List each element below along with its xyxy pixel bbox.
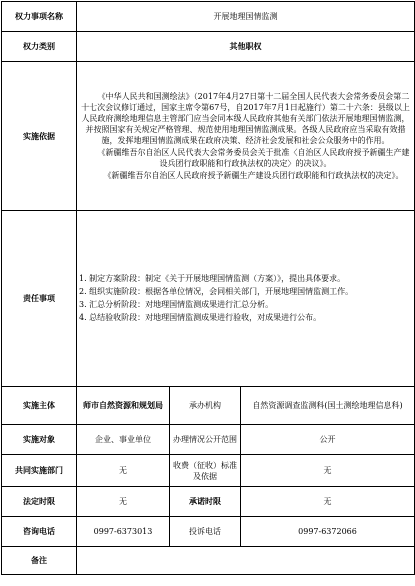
row-responsibility xyxy=(2,211,415,387)
responsibility-item: 4. 总结验收阶段：对地理国情监测成果进行验收，对成果进行公布。 xyxy=(79,312,322,322)
item-name-value: 开展地理国情监测 xyxy=(77,2,415,32)
responsibility-item: 1. 制定方案阶段：制定《关于开展地理国情监测（方案）》，提出具体要求。 xyxy=(79,273,346,283)
row-remark xyxy=(2,547,415,575)
category-label: 权力类别 xyxy=(2,32,77,62)
subject-value: 师市自然资源和规划局 xyxy=(77,387,170,425)
disclosure-label: 办理情况公开范围 xyxy=(170,425,241,455)
fee-standard-value: 无 xyxy=(241,455,415,487)
target-label: 实施对象 xyxy=(2,425,77,455)
basis-paragraph: 《中华人民共和国测绘法》（2017年4月27日第十二届全国人民代表大会常务委员会第二十七次会议修订通过，国家主席令第67号，自2017年7月1日起施行）第二十六条：县级以上人民政府测绘地理信息主管部门应当会同本级人民政府其他有关部门依法开展地理国情监测，并按照国家有关规定严格管理、规范使用地理国情监测成果。各级人民政府应当采取有效措施，发挥地理国情监测成果在政府决策、经济社会发展和社会公众服务中的作用。 xyxy=(81,91,410,145)
consult-phone-value: 0997-6373013 xyxy=(77,517,170,547)
target-value: 企业、事业单位 xyxy=(77,425,170,455)
handling-org-label: 承办机构 xyxy=(170,387,241,425)
category-value: 其他职权 xyxy=(77,32,415,62)
complaint-phone-label: 投诉电话 xyxy=(170,517,241,547)
joint-dept-value: 无 xyxy=(77,455,170,487)
row-phone xyxy=(2,517,415,547)
complaint-phone-value: 0997-6372066 xyxy=(241,517,415,547)
subject-label: 实施主体 xyxy=(2,387,77,425)
power-item-table xyxy=(1,1,415,575)
responsibility-item: 3. 汇总分析阶段：对地理国情监测成果进行汇总分析。 xyxy=(79,299,274,309)
promise-limit-value: 无 xyxy=(241,487,415,517)
responsibility-content xyxy=(77,211,415,387)
row-category xyxy=(2,32,415,62)
basis-paragraph: 《新疆维吾尔自治区人民政府授予新疆生产建设兵团行政职能和行政执法权的决定》。 xyxy=(103,170,404,180)
basis-content xyxy=(77,62,415,211)
handling-org-value: 自然资源调查监测科(国土测绘地理信息科) xyxy=(241,387,415,425)
responsibility-item: 2. 组织实施阶段：根据各单位情况，会同相关部门，开展地理国情监测工作。 xyxy=(79,286,354,296)
row-joint xyxy=(2,455,415,487)
item-name-label: 权力事项名称 xyxy=(2,2,77,32)
row-limit xyxy=(2,487,415,517)
promise-limit-label: 承诺时限 xyxy=(170,487,241,517)
joint-dept-label: 共同实施部门 xyxy=(2,455,77,487)
basis-label: 实施依据 xyxy=(2,62,77,211)
disclosure-value: 公开 xyxy=(241,425,415,455)
responsibility-label: 责任事项 xyxy=(2,211,77,387)
legal-limit-label: 法定时限 xyxy=(2,487,77,517)
legal-limit-value: 无 xyxy=(77,487,170,517)
row-item-name xyxy=(2,2,415,32)
fee-standard-label: 收费（征收）标准及依据 xyxy=(170,455,241,487)
remark-label: 备注 xyxy=(2,547,77,575)
row-subject xyxy=(2,387,415,425)
row-basis xyxy=(2,62,415,211)
consult-phone-label: 咨询电话 xyxy=(2,517,77,547)
remark-value xyxy=(77,547,415,575)
basis-paragraph: 《新疆维吾尔自治区人民代表大会常务委员会关于批准〈自治区人民政府授予新疆生产建设兵团行政职能和行政执法权的决定〉的决议》。 xyxy=(97,147,410,168)
row-target xyxy=(2,425,415,455)
